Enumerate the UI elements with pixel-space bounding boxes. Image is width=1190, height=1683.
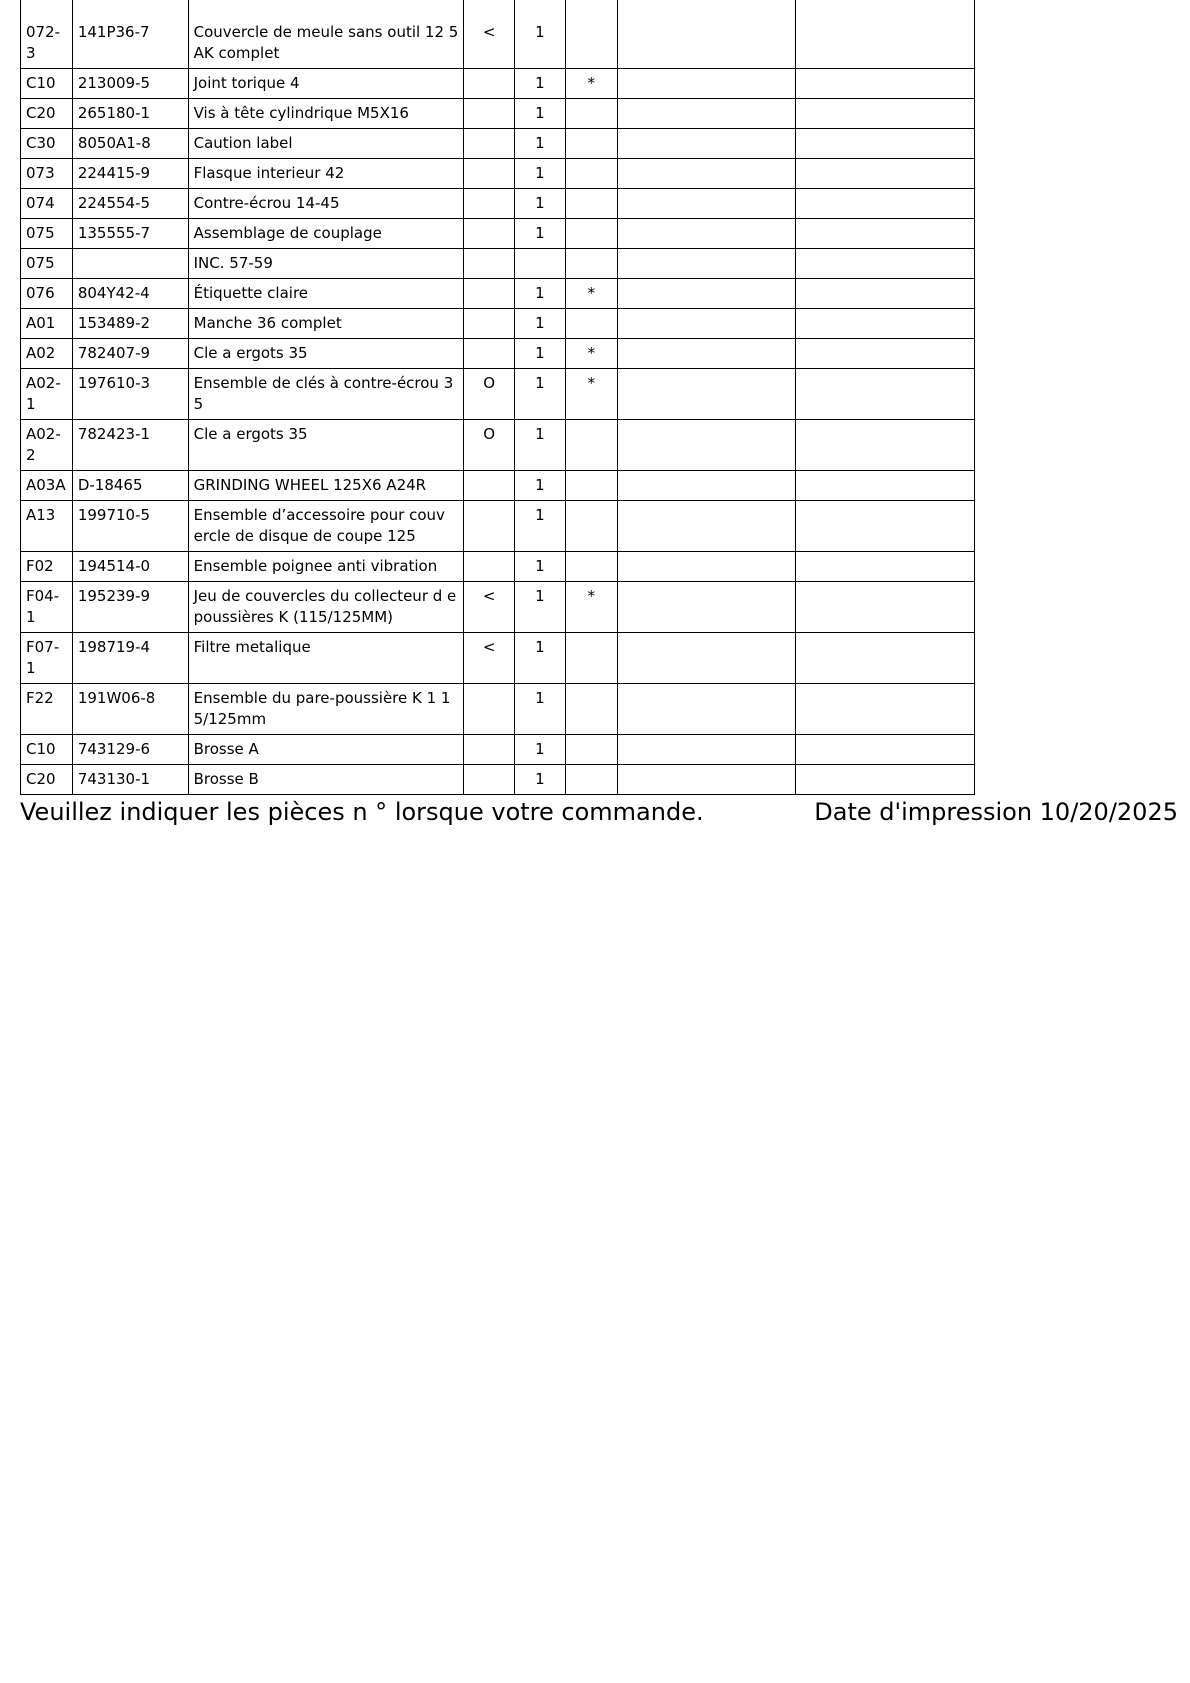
table-row [21,159,975,189]
note-cell [464,765,515,795]
table-row [21,99,975,129]
empty-cell [796,471,975,501]
table-row [21,129,975,159]
note-cell [464,159,515,189]
item-number-cell: 072-3 [21,0,73,69]
empty-cell [617,684,796,735]
mark-cell: * [565,279,617,309]
empty-cell [617,309,796,339]
empty-cell [617,552,796,582]
table-row [21,471,975,501]
description-cell: Jeu de couvercles du collecteur d e poussières K (115/125MM) [188,582,464,633]
item-number-cell: 073 [21,159,73,189]
mark-cell: * [565,369,617,420]
part-number-cell: 782407-9 [72,339,188,369]
note-cell [464,219,515,249]
item-number-cell: F04-1 [21,582,73,633]
part-number-cell: 224554-5 [72,189,188,219]
parts-table [20,0,975,795]
empty-cell [796,420,975,471]
note-cell: < [464,633,515,684]
quantity-cell: 1 [515,339,566,369]
empty-cell [796,552,975,582]
table-row [21,501,975,552]
mark-cell [565,552,617,582]
quantity-cell: 1 [515,0,566,69]
mark-cell [565,501,617,552]
table-row [21,765,975,795]
mark-cell [565,471,617,501]
description-cell: Contre-écrou 14-45 [188,189,464,219]
part-number-cell: 135555-7 [72,219,188,249]
quantity-cell: 1 [515,684,566,735]
item-number-cell: A02-2 [21,420,73,471]
item-number-cell: C20 [21,99,73,129]
note-cell [464,69,515,99]
empty-cell [617,219,796,249]
note-cell [464,99,515,129]
mark-cell [565,0,617,69]
description-cell: Cle a ergots 35 [188,420,464,471]
description-cell: GRINDING WHEEL 125X6 A24R [188,471,464,501]
quantity-cell: 1 [515,471,566,501]
note-cell [464,309,515,339]
note-cell: < [464,582,515,633]
table-row [21,339,975,369]
table-row [21,309,975,339]
quantity-cell: 1 [515,633,566,684]
note-cell [464,189,515,219]
description-cell: Couvercle de meule sans outil 12 5AK complet [188,0,464,69]
description-cell: Filtre metalique [188,633,464,684]
quantity-cell: 1 [515,279,566,309]
empty-cell [796,0,975,69]
table-row [21,420,975,471]
table-row [21,735,975,765]
empty-cell [796,633,975,684]
mark-cell [565,129,617,159]
note-cell: O [464,420,515,471]
note-cell: < [464,0,515,69]
parts-table-body [21,0,975,795]
empty-cell [796,99,975,129]
description-cell: Caution label [188,129,464,159]
note-cell [464,552,515,582]
item-number-cell: A01 [21,309,73,339]
mark-cell [565,159,617,189]
mark-cell [565,684,617,735]
description-cell: Vis à tête cylindrique M5X16 [188,99,464,129]
item-number-cell: C20 [21,765,73,795]
quantity-cell [515,249,566,279]
print-date: Date d'impression 10/20/2025 [814,798,1178,826]
mark-cell [565,633,617,684]
empty-cell [617,633,796,684]
part-number-cell: 743130-1 [72,765,188,795]
empty-cell [617,471,796,501]
table-row [21,633,975,684]
note-cell: O [464,369,515,420]
empty-cell [617,0,796,69]
description-cell: Flasque interieur 42 [188,159,464,189]
description-cell: Ensemble de clés à contre-écrou 35 [188,369,464,420]
empty-cell [796,279,975,309]
mark-cell: * [565,69,617,99]
empty-cell [796,765,975,795]
table-row [21,369,975,420]
note-cell [464,471,515,501]
empty-cell [796,159,975,189]
empty-cell [617,189,796,219]
quantity-cell: 1 [515,69,566,99]
table-row [21,552,975,582]
part-number-cell: D-18465 [72,471,188,501]
item-number-cell: A13 [21,501,73,552]
mark-cell [565,735,617,765]
empty-cell [796,249,975,279]
order-instruction-note: Veuillez indiquer les pièces n ° lorsque votre commande. [20,798,704,826]
mark-cell [565,99,617,129]
part-number-cell: 141P36-7 [72,0,188,69]
item-number-cell: A02-1 [21,369,73,420]
empty-cell [617,369,796,420]
item-number-cell: F22 [21,684,73,735]
part-number-cell: 197610-3 [72,369,188,420]
empty-cell [796,582,975,633]
quantity-cell: 1 [515,99,566,129]
part-number-cell: 194514-0 [72,552,188,582]
empty-cell [796,309,975,339]
item-number-cell: C30 [21,129,73,159]
part-number-cell: 743129-6 [72,735,188,765]
quantity-cell: 1 [515,159,566,189]
quantity-cell: 1 [515,189,566,219]
part-number-cell: 213009-5 [72,69,188,99]
quantity-cell: 1 [515,369,566,420]
empty-cell [796,501,975,552]
item-number-cell: F07-1 [21,633,73,684]
note-cell [464,339,515,369]
empty-cell [617,339,796,369]
mark-cell: * [565,339,617,369]
description-cell: Assemblage de couplage [188,219,464,249]
part-number-cell: 199710-5 [72,501,188,552]
note-cell [464,279,515,309]
item-number-cell: C10 [21,735,73,765]
table-row [21,0,975,69]
table-row [21,582,975,633]
description-cell: Ensemble du pare-poussière K 1 15/125mm [188,684,464,735]
part-number-cell: 198719-4 [72,633,188,684]
empty-cell [617,735,796,765]
part-number-cell: 782423-1 [72,420,188,471]
mark-cell [565,765,617,795]
empty-cell [796,339,975,369]
part-number-cell [72,249,188,279]
note-cell [464,249,515,279]
empty-cell [796,219,975,249]
mark-cell: * [565,582,617,633]
description-cell: INC. 57-59 [188,249,464,279]
empty-cell [796,735,975,765]
table-row [21,249,975,279]
empty-cell [617,501,796,552]
note-cell [464,684,515,735]
note-cell [464,501,515,552]
description-cell: Manche 36 complet [188,309,464,339]
item-number-cell: F02 [21,552,73,582]
quantity-cell: 1 [515,552,566,582]
empty-cell [617,99,796,129]
part-number-cell: 191W06-8 [72,684,188,735]
part-number-cell: 224415-9 [72,159,188,189]
quantity-cell: 1 [515,735,566,765]
item-number-cell: 074 [21,189,73,219]
quantity-cell: 1 [515,420,566,471]
mark-cell [565,219,617,249]
item-number-cell: 076 [21,279,73,309]
mark-cell [565,249,617,279]
empty-cell [796,189,975,219]
empty-cell [796,684,975,735]
item-number-cell: C10 [21,69,73,99]
note-cell [464,735,515,765]
table-row [21,69,975,99]
quantity-cell: 1 [515,309,566,339]
description-cell: Brosse B [188,765,464,795]
empty-cell [617,765,796,795]
table-row [21,219,975,249]
mark-cell [565,309,617,339]
part-number-cell: 153489-2 [72,309,188,339]
table-row [21,684,975,735]
description-cell: Étiquette claire [188,279,464,309]
empty-cell [796,69,975,99]
empty-cell [617,69,796,99]
table-row [21,279,975,309]
item-number-cell: 075 [21,219,73,249]
quantity-cell: 1 [515,765,566,795]
table-row [21,189,975,219]
item-number-cell: A02 [21,339,73,369]
empty-cell [617,420,796,471]
empty-cell [617,129,796,159]
quantity-cell: 1 [515,501,566,552]
part-number-cell: 265180-1 [72,99,188,129]
item-number-cell: 075 [21,249,73,279]
description-cell: Joint torique 4 [188,69,464,99]
empty-cell [617,279,796,309]
description-cell: Brosse A [188,735,464,765]
part-number-cell: 804Y42-4 [72,279,188,309]
empty-cell [617,582,796,633]
quantity-cell: 1 [515,219,566,249]
description-cell: Ensemble d’accessoire pour couv ercle de disque de coupe 125 [188,501,464,552]
item-number-cell: A03A [21,471,73,501]
mark-cell [565,420,617,471]
part-number-cell: 195239-9 [72,582,188,633]
note-cell [464,129,515,159]
description-cell: Cle a ergots 35 [188,339,464,369]
quantity-cell: 1 [515,129,566,159]
quantity-cell: 1 [515,582,566,633]
mark-cell [565,189,617,219]
empty-cell [617,249,796,279]
part-number-cell: 8050A1-8 [72,129,188,159]
description-cell: Ensemble poignee anti vibration [188,552,464,582]
empty-cell [796,369,975,420]
empty-cell [617,159,796,189]
empty-cell [796,129,975,159]
